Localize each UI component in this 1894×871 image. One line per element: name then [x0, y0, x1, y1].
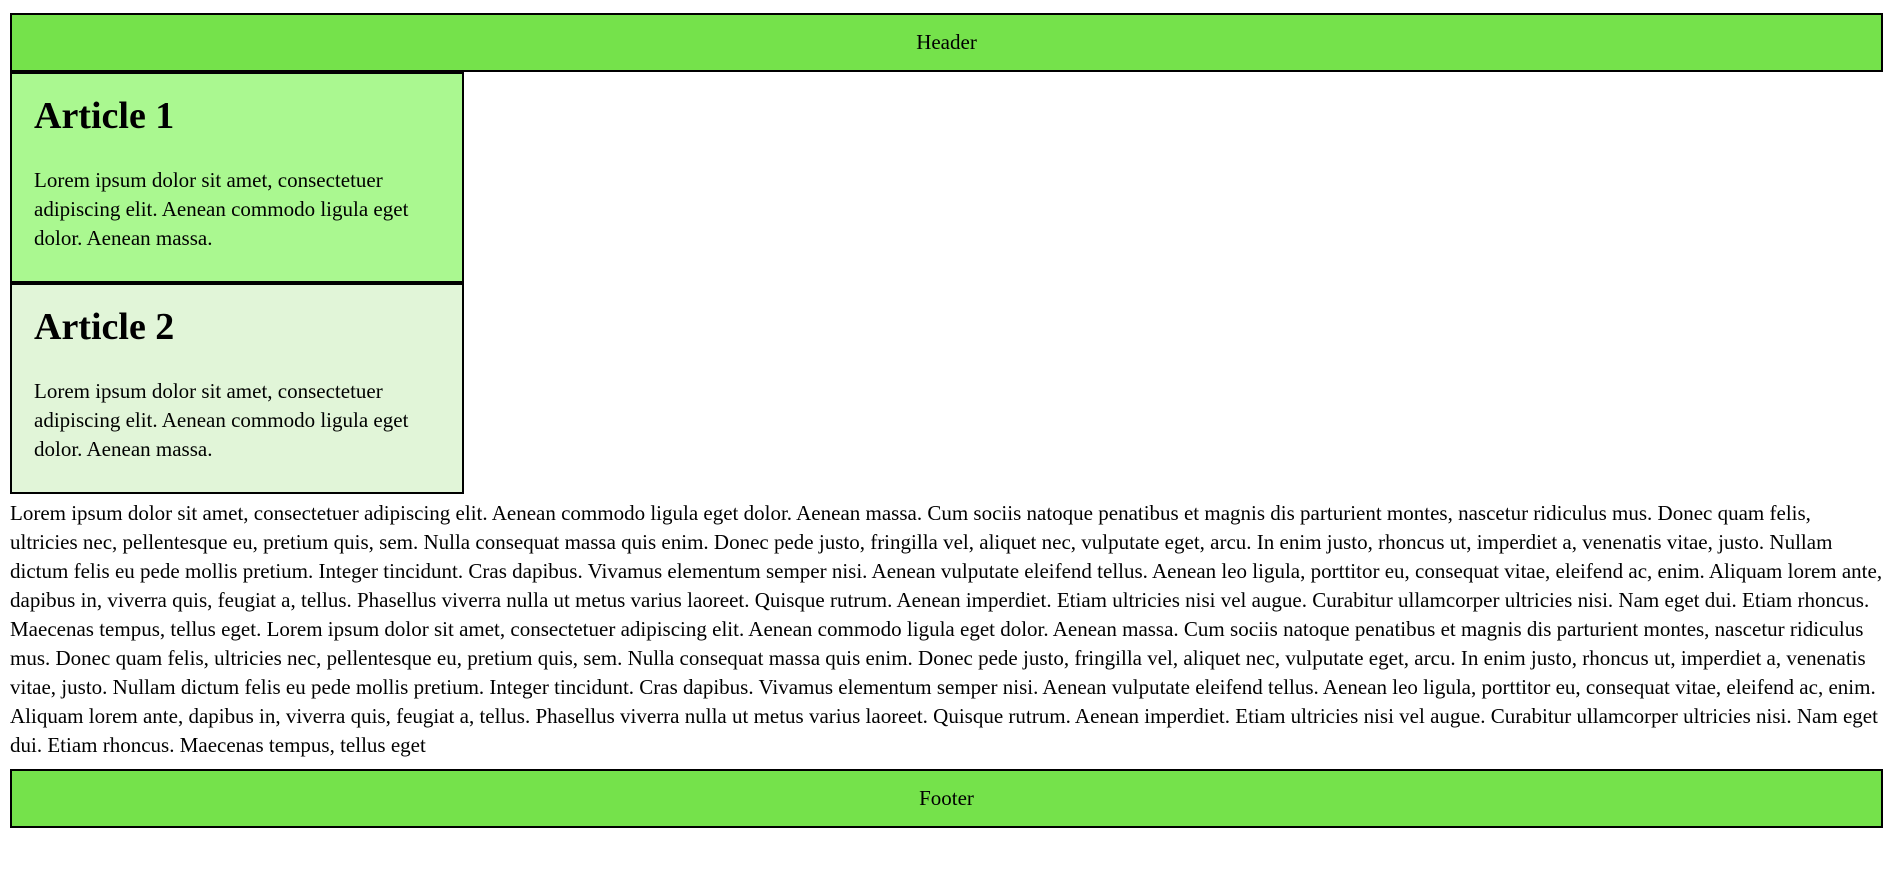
article-1-body: Lorem ipsum dolor sit amet, consectetuer adipiscing elit. Aenean commodo ligula eget dolor. Aenean massa.: [34, 168, 409, 250]
article-2-body: Lorem ipsum dolor sit amet, consectetuer adipiscing elit. Aenean commodo ligula eget dolor. Aenean massa.: [34, 379, 409, 461]
articles-column: [10, 72, 1883, 494]
page: [10, 13, 1883, 828]
page-header: [10, 13, 1883, 72]
article-1: [10, 72, 464, 283]
article-2: [10, 283, 464, 494]
page-footer: [10, 769, 1883, 828]
main-paragraph: Lorem ipsum dolor sit amet, consectetuer adipiscing elit. Aenean commodo ligula eget dolor. Aenean massa. Cum sociis natoque penatibus et magnis dis parturient montes, nascetur ridiculus mus. Donec quam felis, ultricies nec, pellentesque eu, pretium quis, sem. Nulla consequat massa quis enim. Donec pede justo, fringilla vel, aliquet nec, vulputate eget, arcu. In enim justo, rhoncus ut, imperdiet a, venenatis vitae, justo. Nullam dictum felis eu pede mollis pretium. Integer tincidunt. Cras dapibus. Vivamus elementum semper nisi. Aenean vulputate eleifend tellus. Aenean leo ligula, porttitor eu, consequat vitae, eleifend ac, enim. Aliquam lorem ante, dapibus in, viverra quis, feugiat a, tellus. Phasellus viverra nulla ut metus varius laoreet. Quisque rutrum. Aenean imperdiet. Etiam ultricies nisi vel augue. Curabitur ullamcorper ultricies nisi. Nam eget dui. Etiam rhoncus. Maecenas tempus, tellus eget. Lorem ipsum dolor sit amet, consectetuer adipiscing elit. Aenean commodo ligula eget dolor. Aenean massa. Cum sociis natoque penatibus et magnis dis parturient montes, nascetur ridiculus mus. Donec quam felis, ultricies nec, pellentesque eu, pretium quis, sem. Nulla consequat massa quis enim. Donec pede justo, fringilla vel, aliquet nec, vulputate eget, arcu. In enim justo, rhoncus ut, imperdiet a, venenatis vitae, justo. Nullam dictum felis eu pede mollis pretium. Integer tincidunt. Cras dapibus. Vivamus elementum semper nisi. Aenean vulputate eleifend tellus. Aenean leo ligula, porttitor eu, consequat vitae, eleifend ac, enim. Aliquam lorem ante, dapibus in, viverra quis, feugiat a, tellus. Phasellus viverra nulla ut metus varius laoreet. Quisque rutrum. Aenean imperdiet. Etiam ultricies nisi vel augue. Curabitur ullamcorper ultricies nisi. Nam eget dui. Etiam rhoncus. Maecenas tempus, tellus eget: [10, 501, 1883, 757]
article-1-title: Article 1: [34, 95, 175, 137]
header-label: Header: [916, 30, 977, 54]
footer-label: Footer: [919, 786, 974, 810]
article-2-title: Article 2: [34, 306, 175, 348]
